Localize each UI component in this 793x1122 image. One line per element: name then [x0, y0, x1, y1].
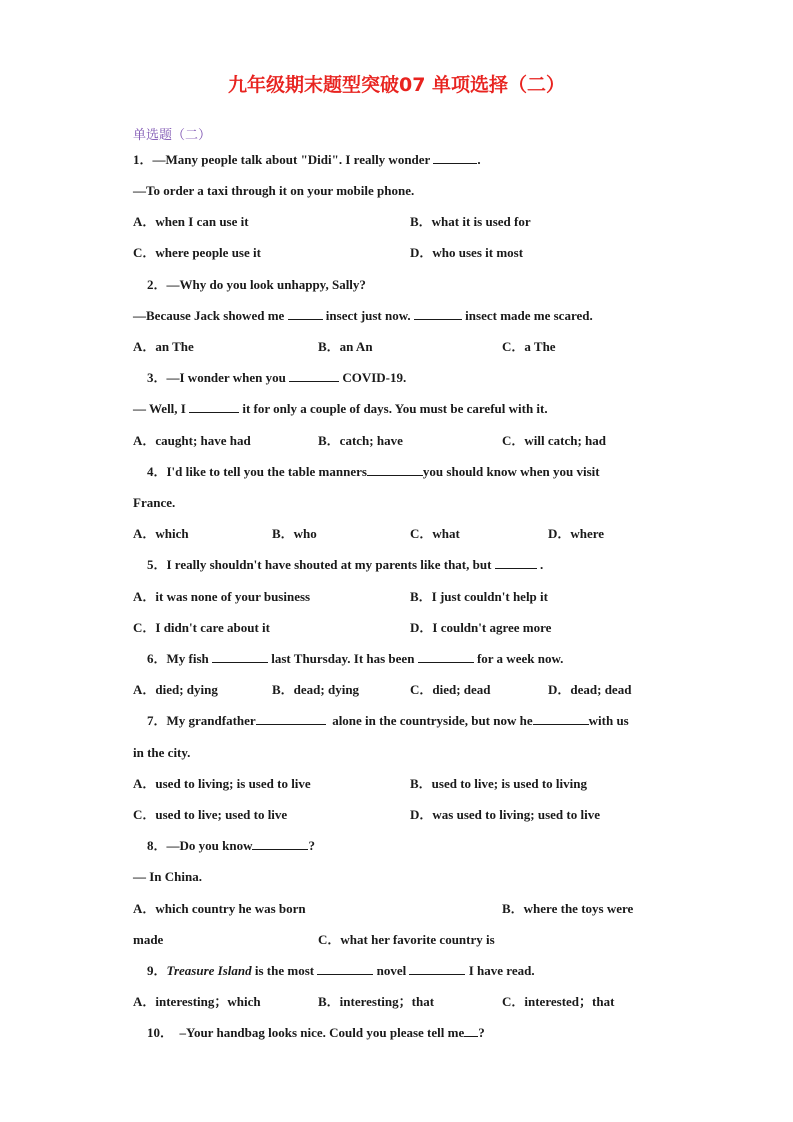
option-d: D．was used to living; used to live [410, 807, 600, 822]
option-d: D．who uses it most [410, 245, 524, 260]
question-1-reply: —To order a taxi through it on your mobile phone. [133, 183, 415, 198]
option-c: C．will catch; had [502, 433, 607, 448]
option-d: D．dead; dead [548, 682, 632, 697]
option-b: B．used to live; is used to living [410, 776, 587, 791]
section-label: 单选题（二） [133, 128, 212, 143]
answer-blank [433, 152, 477, 164]
question-1: 1．—Many people talk about "Didi". I really wonder . [133, 152, 481, 167]
question-2-reply: —Because Jack showed me insect just now. insect made me scared. [133, 308, 593, 323]
option-c: C．what [410, 526, 460, 541]
answer-blank [189, 401, 239, 413]
option-b: B．where the toys were [502, 901, 634, 916]
option-a: A．caught; have had [133, 433, 251, 448]
option-a: A．interesting；which [133, 994, 261, 1009]
option-b-cont: made [133, 932, 164, 947]
answer-blank [418, 651, 474, 663]
option-c: C．died; dead [410, 682, 491, 697]
option-a: A．died; dying [133, 682, 218, 697]
option-c: C．a The [502, 339, 556, 354]
question-10: 10． –Your handbag looks nice. Could you please tell me ? [147, 1025, 485, 1040]
option-b: B．interesting；that [318, 994, 435, 1009]
answer-blank [495, 557, 537, 569]
question-3: 3．—I wonder when you COVID-19. [147, 370, 407, 385]
option-b: B．catch; have [318, 433, 403, 448]
answer-blank [367, 464, 423, 476]
option-b: B．I just couldn't help it [410, 589, 548, 604]
answer-blank [533, 713, 589, 725]
option-b: B．who [272, 526, 317, 541]
option-c: C．interested；that [502, 994, 615, 1009]
question-2: 2．—Why do you look unhappy, Sally? [147, 277, 366, 292]
answer-blank [464, 1025, 478, 1037]
answer-blank [414, 308, 462, 320]
option-c: C．I didn't care about it [133, 620, 270, 635]
page-title: 九年级期末题型突破07 单项选择（二） [227, 74, 566, 96]
answer-blank [288, 308, 323, 320]
option-c: C．used to live; used to live [133, 807, 288, 822]
option-b: B．dead; dying [272, 682, 360, 697]
option-a: A．which country he was born [133, 901, 306, 916]
option-a: A．when I can use it [133, 214, 249, 229]
question-8-reply: — In China. [133, 869, 202, 884]
question-7-cont: in the city. [133, 745, 191, 760]
answer-blank [256, 713, 326, 725]
option-a: A．which [133, 526, 189, 541]
answer-blank [252, 838, 308, 850]
question-6: 6．My fish last Thursday. It has been for a week now. [147, 651, 564, 666]
answer-blank [212, 651, 268, 663]
option-d: D．I couldn't agree more [410, 620, 552, 635]
question-4: 4．I'd like to tell you the table manners you should know when you visit [147, 464, 600, 479]
book-title: Treasure Island [166, 963, 252, 978]
answer-blank [409, 963, 465, 975]
question-4-cont: France. [133, 495, 176, 510]
question-5: 5．I really shouldn't have shouted at my parents like that, but . [147, 557, 544, 572]
option-a: A．used to living; is used to live [133, 776, 311, 791]
option-a: A．an The [133, 339, 194, 354]
question-8: 8．—Do you know ? [147, 838, 315, 853]
option-c: C．where people use it [133, 245, 261, 260]
answer-blank [317, 963, 373, 975]
answer-blank [289, 370, 339, 382]
option-b: B．what it is used for [410, 214, 531, 229]
question-7: 7．My grandfather alone in the countryside, but now he with us [147, 713, 629, 728]
option-c: C．what her favorite country is [318, 932, 495, 947]
option-d: D．where [548, 526, 605, 541]
option-a: A．it was none of your business [133, 589, 311, 604]
option-b: B．an An [318, 339, 373, 354]
question-3-reply: — Well, I it for only a couple of days. You must be careful with it. [133, 401, 548, 416]
question-9: 9．Treasure Island is the most novel I have read. [147, 963, 535, 978]
